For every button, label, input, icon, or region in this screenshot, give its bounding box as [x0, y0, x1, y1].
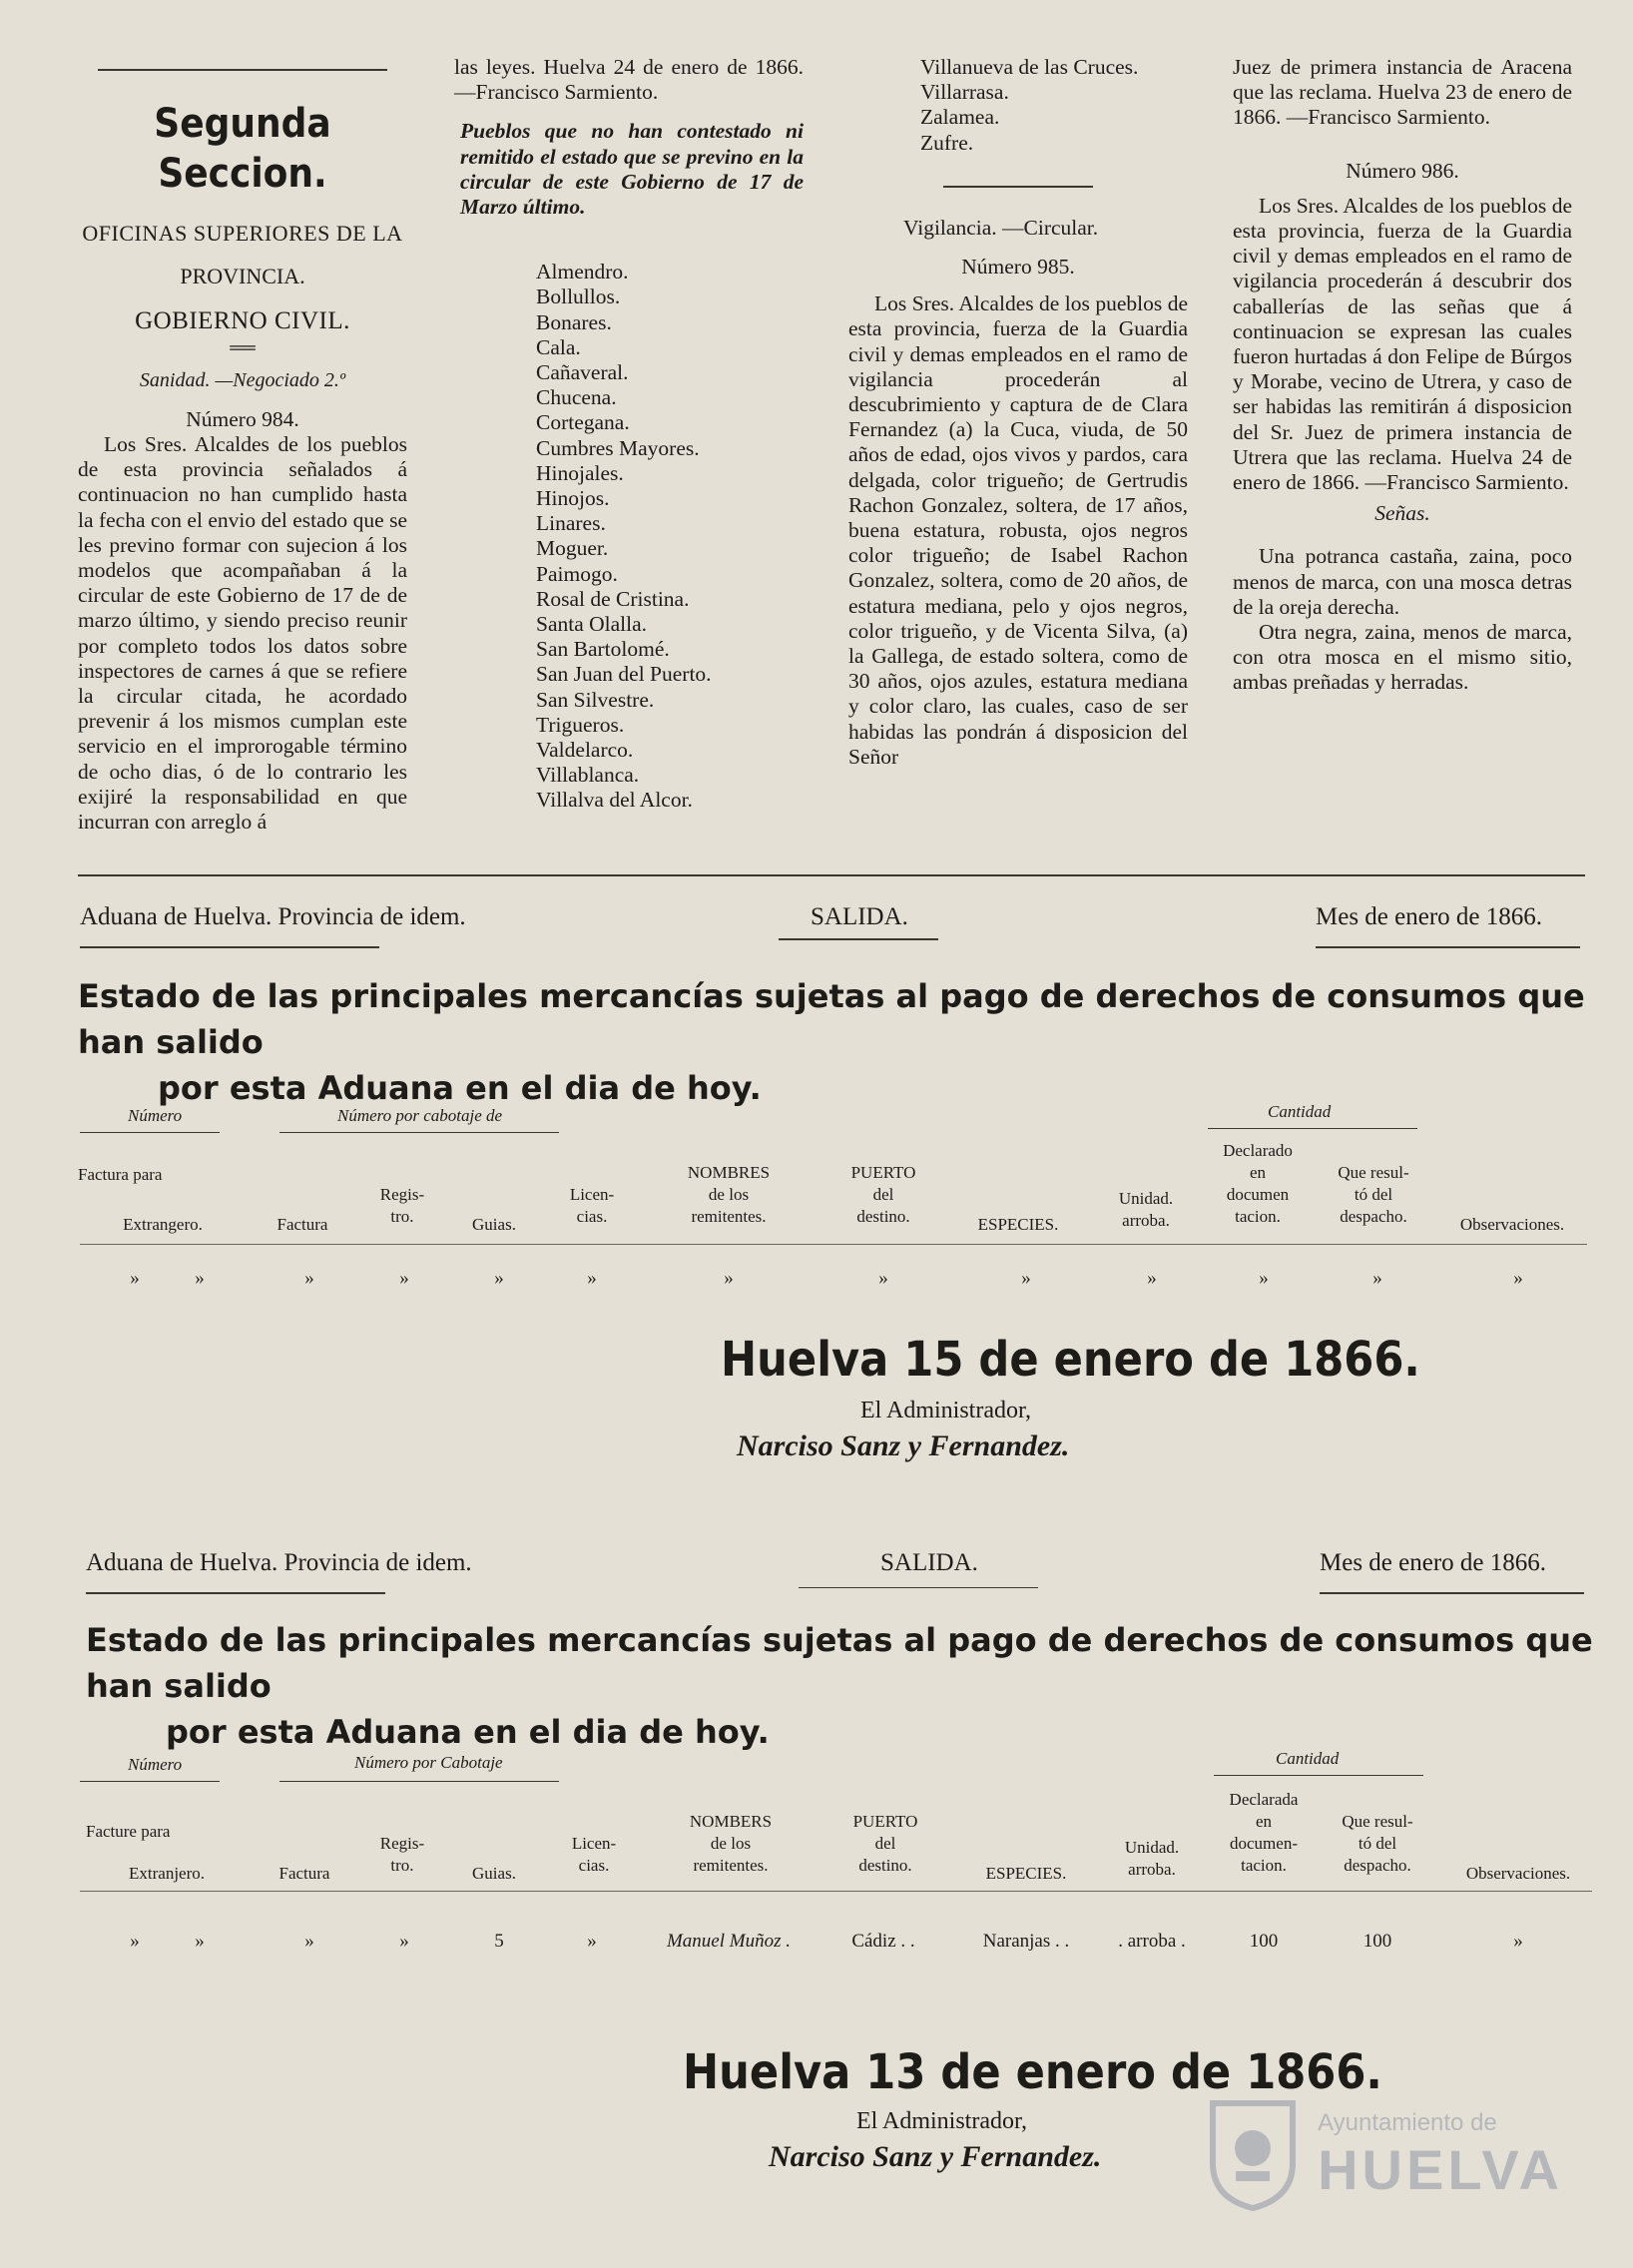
pueblos-note: Pueblos que no han contestado ni remitido el estado que se previno en la circular de este Gobierno de 17 de Marzo último.: [460, 119, 804, 220]
senas-paragraph-2: Otra negra, zaina, menos de marca, con otra mosca en el mismo sitio, ambas preñadas y herradas.: [1233, 620, 1572, 695]
article-984-body: Los Sres. Alcaldes de los pueblos de esta provincia señalados á continuacion no han cumplido hasta la fecha con el envio del estado que se les previno formar con sujecion á los modelos que acompañaban á la circular de este Gobierno de 17 de de marzo último, y siendo preciso reunir por completo todos los datos sobre inspectores de carnes á que se refiere la circular citada, he acordado prevenir á los mismos cumplan este servicio en el improrogable término de ocho dias, ó de lo contrario les exijiré la responsabilidad en que incurran con arreglo á: [78, 432, 407, 835]
column-3: [848, 55, 1188, 770]
group-cantidad: Cantidad: [1268, 1102, 1332, 1121]
town-item: Moguer.: [536, 536, 609, 561]
header-declarado: Declarado en documen tacion.: [1223, 1141, 1293, 1226]
town-item: Zalamea.: [920, 105, 1000, 130]
aduana-heading: Aduana de Huelva. Provincia de idem.: [80, 903, 466, 930]
rule: [80, 1781, 220, 1782]
town-item: Bollullos.: [536, 284, 621, 309]
group-cabotaje: Número por Cabotaje: [354, 1753, 503, 1772]
table-cell: »: [304, 1931, 314, 1952]
header-observaciones: Observaciones.: [1459, 1215, 1565, 1234]
town-item: Zufre.: [920, 130, 974, 155]
salida-heading: SALIDA.: [880, 1549, 978, 1576]
rule: [1208, 1128, 1417, 1129]
estado-line-1: Estado de las principales mercancías sujetas al pago de derechos de consumos que han salido: [86, 1621, 1593, 1705]
aduana-heading: Aduana de Huelva. Provincia de idem.: [86, 1549, 472, 1576]
town-item: Santa Olalla.: [536, 612, 648, 637]
ornament-rule: [1320, 1592, 1584, 1594]
watermark-bottom: HUELVA: [1318, 2138, 1563, 2201]
article-986-body: Los Sres. Alcaldes de los pueblos de esta provincia, fuerza de la Guardia civil y demas empleados en el ramo de vigilancia procederán á descubrir dos caballerías de las señas que á continuacion se expresan las cuales fueron hurtadas á don Felipe de Búrgos y Morabe, vecino de Utrera, y caso de ser habidas las remitirán á disposicion del Sr. Juez de primera instancia de Utrera que las reclama. Huelva 24 de enero de 1866. —Francisco Sarmiento.: [1233, 193, 1572, 495]
header-resulto: Que resul- tó del despacho.: [1338, 1163, 1409, 1226]
mes-heading: Mes de enero de 1866.: [1320, 1549, 1547, 1576]
estado-line-2: por esta Aduana en el dia de hoy.: [166, 1713, 770, 1751]
table-cell: . arroba .: [1118, 1931, 1186, 1952]
table-cell: »: [130, 1931, 140, 1952]
senas-heading: Señas.: [1374, 501, 1430, 526]
table-cell: 100: [1249, 1931, 1279, 1952]
table-cell: »: [587, 1268, 597, 1289]
table-cell: »: [587, 1931, 597, 1952]
header-factura: Factura: [278, 1864, 330, 1883]
estado-title: [78, 973, 1585, 1111]
watermark: [1198, 2093, 1563, 2218]
gobierno-civil: GOBIERNO CIVIL.: [135, 307, 350, 335]
table-cell: »: [130, 1268, 140, 1289]
table-cell: »: [1259, 1268, 1269, 1289]
rule: [279, 1781, 559, 1782]
group-numero: Número: [128, 1106, 183, 1125]
rule: [80, 1132, 220, 1133]
rule: [279, 1132, 559, 1133]
sanidad-heading: Sanidad. —Negociado 2.º: [139, 368, 346, 391]
header-licencias: Licen- cias.: [571, 1834, 617, 1875]
table-cell: »: [195, 1268, 205, 1289]
ornament-rule: [86, 1592, 385, 1594]
signature: Narciso Sanz y Fernandez.: [737, 1429, 1070, 1462]
salida-heading: SALIDA.: [811, 903, 908, 930]
table-cell: »: [399, 1931, 409, 1952]
article-985-body: Los Sres. Alcaldes de los pueblos de esta provincia, fuerza de la Guardia civil y demas empleados en el ramo de vigilancia procederán al descubrimiento y captura de de Clara Fernandez (a) la Cuca, viuda, de 50 años de edad, ojos vivos y pardos, cara delgada, color trigueño; de Gertrudis Rachon Gonzalez, soltera, de 17 años, buena estatura, robusta, ojos negros color trigueño; de Isabel Rachon Gonzalez, soltera, como de 20 años, de estatura mediana, pelo y ojos negros, color trigueño, y de Vicenta Silva, (a) la Gallega, de estado soltera, como de 30 años, ojos azules, estatura mediana y color claro, las cuales, caso de ser habidas las pondrán á disposicion del Señor: [848, 291, 1188, 769]
watermark-top: Ayuntamiento de: [1318, 2109, 1497, 2136]
vigilancia-heading: Vigilancia. —Circular.: [903, 215, 1099, 240]
town-item: Valdelarco.: [536, 738, 634, 763]
dateline: Huelva 15 de enero de 1866.: [721, 1332, 1420, 1388]
town-item: Hinojos.: [536, 486, 610, 511]
table-cell: 5: [494, 1931, 504, 1952]
header-observaciones: Observaciones.: [1465, 1864, 1571, 1883]
table-cell: »: [1513, 1931, 1523, 1952]
town-item: Chucena.: [536, 385, 617, 410]
town-item: Linares.: [536, 511, 606, 536]
town-item: Cumbres Mayores.: [536, 435, 700, 460]
divider: [98, 69, 387, 71]
town-list-continued: [848, 55, 1188, 156]
table-cell: »: [494, 1268, 504, 1289]
group-cantidad: Cantidad: [1276, 1749, 1340, 1768]
administrator-label: El Administrador,: [856, 2108, 1028, 2134]
group-cabotaje: Número por cabotaje de: [337, 1106, 503, 1125]
header-licencias: Licen- cias.: [569, 1185, 615, 1226]
table-cell: »: [724, 1268, 734, 1289]
town-list: [454, 260, 804, 813]
table-cell: Cádiz . .: [851, 1931, 915, 1952]
town-item: Trigueros.: [536, 712, 625, 737]
divider: [943, 186, 1093, 188]
column-1: [78, 55, 407, 835]
header-factura-para: Facture para: [86, 1822, 171, 1841]
header-nombres: NOMBERS de los remitentes.: [689, 1812, 773, 1875]
administrator-label: El Administrador,: [860, 1398, 1032, 1423]
town-item: San Juan del Puerto.: [536, 662, 712, 687]
ornament-rule: [80, 946, 379, 948]
town-item: Cala.: [536, 334, 581, 359]
town-item: Paimogo.: [536, 561, 618, 586]
city-seal-icon: [1198, 2093, 1308, 2218]
article-984-continuation: las leyes. Huelva 24 de enero de 1866. —Francisco Sarmiento.: [454, 55, 804, 105]
numero-984: Número 984.: [186, 406, 299, 431]
rule: [1214, 1775, 1423, 1776]
signature: Narciso Sanz y Fernandez.: [769, 2140, 1102, 2173]
numero-986: Número 986.: [1346, 158, 1459, 183]
town-item: Rosal de Cristina.: [536, 586, 690, 611]
header-unidad: Unidad. arroba.: [1118, 1189, 1174, 1230]
estado-line-2: por esta Aduana en el dia de hoy.: [158, 1069, 762, 1107]
table-cell: »: [195, 1931, 205, 1952]
estado-title: [86, 1617, 1593, 1755]
header-extrangero: Extrangero.: [123, 1215, 203, 1234]
dateline: Huelva 13 de enero de 1866.: [683, 2044, 1382, 2100]
mes-heading: Mes de enero de 1866.: [1316, 903, 1543, 930]
ornament-rule: [779, 938, 938, 940]
offices-line-2: PROVINCIA.: [180, 264, 305, 289]
town-item: Cañaveral.: [536, 360, 629, 385]
table-cell: »: [1513, 1268, 1523, 1289]
senas-paragraph-1: Una potranca castaña, zaina, poco menos de marca, con una mosca detras de la oreja derecha.: [1233, 544, 1572, 619]
town-item: Bonares.: [536, 309, 612, 334]
header-underline: [80, 1891, 1592, 1892]
column-4: [1233, 55, 1572, 696]
table-cell: »: [1021, 1268, 1031, 1289]
estado-line-1: Estado de las principales mercancías sujetas al pago de derechos de consumos que han salido: [78, 977, 1585, 1061]
header-declarado: Declarada en documen- tacion.: [1229, 1790, 1299, 1875]
town-item: Villalva del Alcor.: [536, 788, 693, 813]
town-item: Villablanca.: [536, 763, 640, 788]
town-item: Villarrasa.: [920, 80, 1009, 105]
header-puerto: PUERTO del destino.: [850, 1163, 916, 1226]
group-numero: Número: [128, 1755, 183, 1774]
table-cell: 100: [1362, 1931, 1392, 1952]
town-item: San Silvestre.: [536, 687, 655, 712]
town-item: Almendro.: [536, 260, 629, 284]
town-item: Villanueva de las Cruces.: [920, 55, 1139, 79]
section-title: Segunda Seccion.: [154, 101, 331, 197]
ornament-rule: [799, 1587, 1038, 1588]
table-cell: Naranjas . .: [982, 1931, 1070, 1952]
town-item: Hinojales.: [536, 460, 624, 485]
header-especies: ESPECIES.: [985, 1864, 1067, 1883]
header-unidad: Unidad. arroba.: [1124, 1838, 1180, 1879]
table-cell: »: [878, 1268, 888, 1289]
header-factura: Factura: [276, 1215, 328, 1234]
ornament-rule: [1316, 946, 1580, 948]
header-factura-para: Factura para: [78, 1165, 163, 1184]
double-rule-ornament: ══: [230, 336, 256, 357]
header-nombres: NOMBRES de los remitentes.: [687, 1163, 771, 1226]
column-2: [454, 55, 804, 814]
town-item: Cortegana.: [536, 410, 630, 435]
columns-separator: [78, 874, 1585, 876]
offices-line-1: OFICINAS SUPERIORES DE LA: [82, 221, 403, 246]
table-cell: »: [1372, 1268, 1382, 1289]
town-item: San Bartolomé.: [536, 637, 670, 662]
numero-985: Número 985.: [961, 255, 1075, 280]
header-underline: [80, 1244, 1587, 1245]
header-extrangero: Extranjero.: [129, 1864, 205, 1883]
header-resulto: Que resul- tó del despacho.: [1342, 1812, 1413, 1875]
table-cell: »: [304, 1268, 314, 1289]
table-cell: »: [1147, 1268, 1157, 1289]
table-cell: Manuel Muñoz .: [666, 1931, 791, 1952]
header-especies: ESPECIES.: [977, 1215, 1059, 1234]
article-985-continuation: Juez de primera instancia de Aracena que las reclama. Huelva 23 de enero de 1866. —Francisco Sarmiento.: [1233, 55, 1572, 130]
header-guias: Guias.: [472, 1864, 516, 1883]
table-cell: »: [399, 1268, 409, 1289]
header-registro: Regis- tro.: [379, 1834, 425, 1875]
header-guias: Guias.: [472, 1215, 516, 1234]
header-registro: Regis- tro.: [379, 1185, 425, 1226]
header-puerto: PUERTO del destino.: [852, 1812, 918, 1875]
